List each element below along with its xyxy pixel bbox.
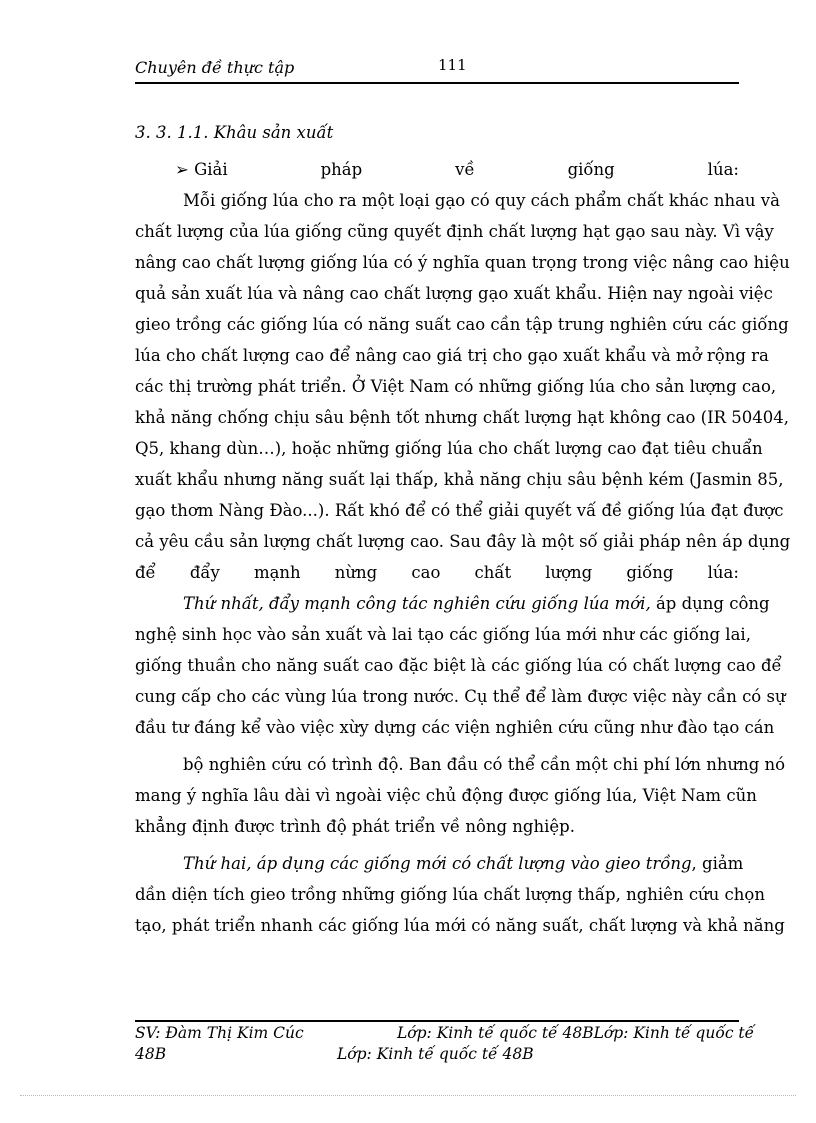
spread-word: để (135, 563, 156, 582)
paragraph-line: khả năng chống chịu sâu bệnh tốt nhưng chất lượng hạt không cao (IR 50404, (135, 408, 790, 427)
paragraph-line: mang ý nghĩa lâu dài vì ngoài việc chủ động được giống lúa, Việt Nam cũn (135, 786, 757, 805)
bullet-first (175, 154, 228, 185)
spread-word: nừng (334, 563, 378, 582)
page-edge-divider (20, 1095, 796, 1096)
paragraph-line: gieo trồng các giống lúa có năng suất cao cần tập trung nghiên cứu các giống (135, 315, 789, 334)
footer-cohort: 48B (135, 1045, 167, 1063)
paragraph-line: khẳng định được trình độ phát triển về nông nghiệp. (135, 817, 575, 836)
spread-word: lúa: (707, 563, 739, 582)
footer-class-repeat: Lớp: Kinh tế quốc tế 48BLớp: Kinh tế quốc tế (397, 1024, 755, 1042)
paragraph-line: chất lượng của lúa giống cũng quyết định chất lượng hạt gạo sau này. Vì vậy (135, 222, 774, 241)
paragraph-line: Q5, khang dùn…), hoặc những giống lúa cho chất lượng cao đạt tiêu chuẩn (135, 439, 763, 458)
paragraph-line: quả sản xuất lúa và nâng cao chất lượng gạo xuất khẩu. Hiện nay ngoài việc (135, 284, 773, 303)
document-body (135, 117, 791, 941)
paragraph-line (135, 848, 744, 879)
page-number: 111 (438, 56, 467, 74)
spread-word: cao (411, 563, 441, 582)
spread-word: đẩy (189, 563, 220, 582)
header-title: Chuyên đề thực tập (135, 58, 295, 77)
paragraph-line: nghệ sinh học vào sản xuất và lai tạo các giống lúa mới như các giống lai, (135, 625, 751, 644)
paragraph-line: đầu tư đáng kể vào việc xừy dựng các viện nghiên cứu cũng như đào tạo cán (135, 718, 775, 737)
bullet-word: giống (567, 160, 615, 179)
page-header (135, 56, 739, 84)
spread-word: giống (626, 563, 674, 582)
paragraph-line: lúa cho chất lượng cao để nâng cao giá trị cho gạo xuất khẩu và mở rộng ra (135, 346, 769, 365)
spread-word: chất (474, 563, 512, 582)
page-footer (135, 1020, 755, 1064)
paragraph-line: xuất khẩu nhưng năng suất lại thấp, khả năng chịu sâu bệnh kém (Jasmin 85, (135, 470, 784, 489)
bullet-word: lúa: (707, 160, 739, 179)
paragraph-line: dần diện tích gieo trồng những giống lúa chất lượng thấp, nghiên cứu chọn (135, 885, 765, 904)
bullet-word: Giải (194, 160, 228, 179)
line-rest: , giảm (691, 854, 744, 873)
paragraph-line: tạo, phát triển nhanh các giống lúa mới có năng suất, chất lượng và khả năng (135, 916, 785, 935)
paragraph-line: các thị trường phát triển. Ở Việt Nam có những giống lúa cho sản lượng cao, (135, 377, 777, 396)
paragraph-line: cả yêu cầu sản lượng chất lượng cao. Sau đây là một số giải pháp nên áp dụng (135, 532, 791, 551)
spread-word: lượng (545, 563, 593, 582)
paragraph-line: gạo thơm Nàng Đào...). Rất khó để có thể giải quyết vấ đề giống lúa đạt được (135, 501, 784, 520)
footer-row (135, 1022, 755, 1043)
arrow-bullet-icon: ➢ (175, 160, 189, 179)
spread-word: mạnh (253, 563, 301, 582)
bullet-word: về (455, 160, 475, 179)
line-rest: áp dụng công (650, 594, 770, 613)
paragraph-line: bộ nghiên cứu có trình độ. Ban đầu có thể cần một chi phí lớn nhưng nó (183, 755, 786, 774)
italic-lead: Thứ nhất, đẩy mạnh công tác nghiên cứu giống lúa mới, (183, 594, 651, 613)
section-heading: 3. 3. 1.1. Khâu sản xuất (135, 123, 334, 142)
bullet-word: pháp (320, 160, 363, 179)
footer-student: SV: Đàm Thị Kim Cúc (135, 1024, 304, 1042)
paragraph-line: giống thuần cho năng suất cao đặc biệt là các giống lúa có chất lượng cao để (135, 656, 782, 675)
paragraph-line (135, 588, 770, 619)
paragraph-line: cung cấp cho các vùng lúa trong nước. Cụ thể để làm được việc này cần có sự (135, 687, 786, 706)
footer-row (135, 1043, 739, 1064)
paragraph-line: nâng cao chất lượng giống lúa có ý nghĩa quan trọng trong việc nâng cao hiệu (135, 253, 790, 272)
footer-class: Lớp: Kinh tế quốc tế 48B (337, 1045, 534, 1063)
paragraph-line: Mỗi giống lúa cho ra một loại gạo có quy cách phẩm chất khác nhau và (183, 191, 780, 210)
spread-line (135, 557, 739, 588)
italic-lead: Thứ hai, áp dụng các giống mới có chất lượng vào gieo trồng (183, 854, 692, 873)
bullet-heading (135, 154, 739, 185)
